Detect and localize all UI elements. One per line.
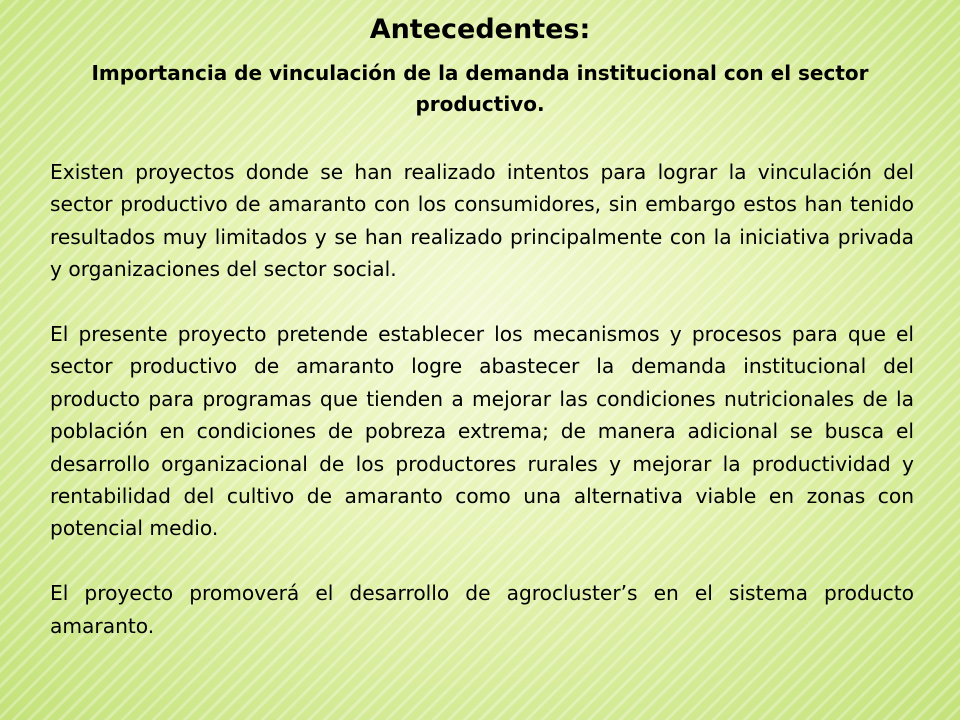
paragraph-project-goal: El presente proyecto pretende establecer los mecanismos y procesos para que el sector productivo de amaranto logre abastecer la demanda institucional del producto para programas que tienden a mejorar las condiciones nutricionales de la población en condiciones de pobreza extrema; de manera adicional se busca el desarrollo organizacional de los productores rurales y mejorar la productividad y rentabilidad del cultivo de amaranto como una alternativa viable en zonas con potencial medio.	[50, 322, 914, 541]
slide-body	[50, 156, 914, 642]
paragraph-intro: Existen proyectos donde se han realizado intentos para lograr la vinculación del sector productivo de amaranto con los consumidores, sin embargo estos han tenido resultados muy limitados y se han realizado principalmente con la iniciativa privada y organizaciones del sector social.	[50, 160, 914, 282]
paragraph-agrocluster: El proyecto promoverá el desarrollo de agrocluster’s en el sistema producto amaranto.	[50, 581, 914, 638]
slide-subtitle: Importancia de vinculación de la demanda institucional con el sector productivo.	[91, 61, 869, 116]
slide-title: Antecedentes:	[369, 14, 591, 45]
